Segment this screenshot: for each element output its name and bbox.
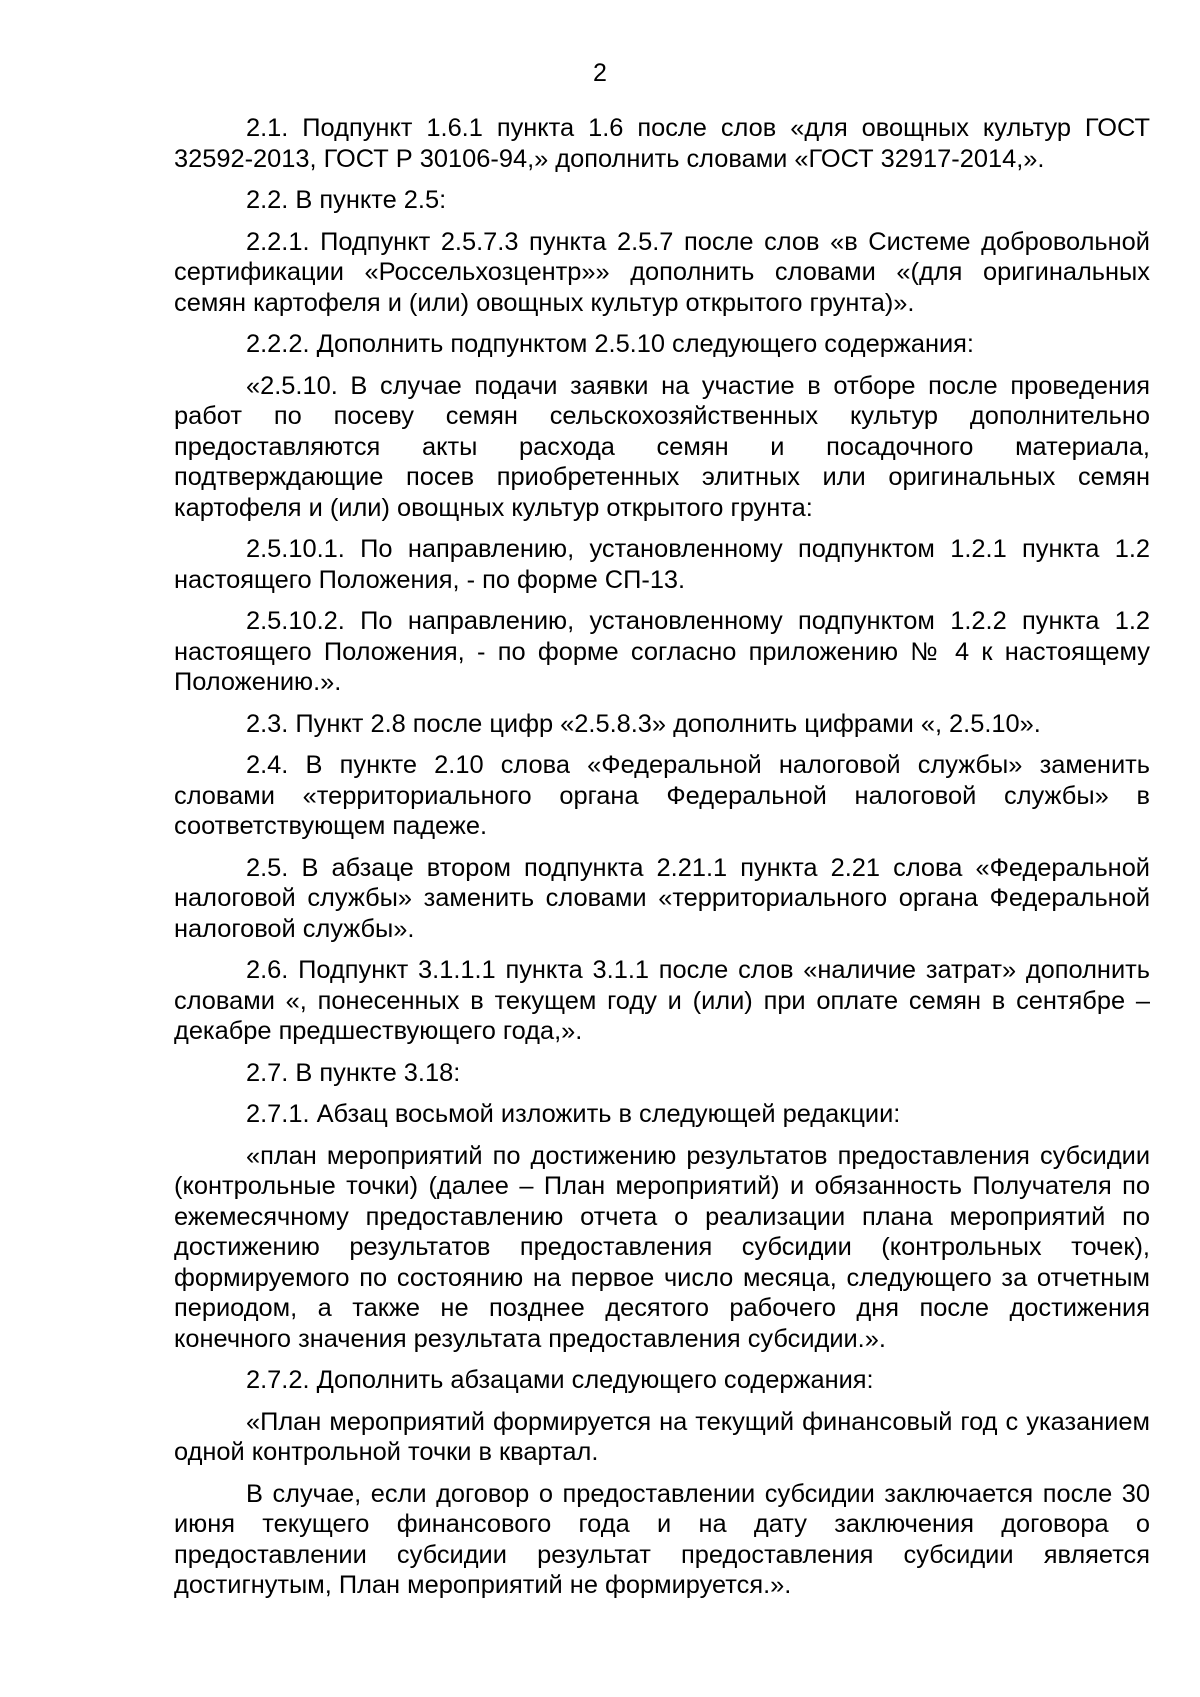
paragraph-2-7-1: 2.7.1. Абзац восьмой изложить в следующей редакции: (246, 1100, 901, 1128)
paragraph-2-5-10-2: 2.5.10.2. По направлению, установленному подпунктом 1.2.2 пункта 1.2 настоящего Положения, - по форме согласно приложению № 4 к настоящему Положению.». (174, 607, 1150, 696)
paragraph-plan-not-formed: В случае, если договор о предоставлении субсидии заключается после 30 июня текущего финансового года и на дату заключения договора о предоставлении субсидии результат предоставления субсидии является достигнутым, План мероприятий не формируется.». (174, 1479, 1150, 1599)
paragraph-2-3: 2.3. Пункт 2.8 после цифр «2.5.8.3» дополнить цифрами «, 2.5.10». (246, 709, 1041, 738)
paragraph-2-2-1: 2.2.1. Подпункт 2.5.7.3 пункта 2.5.7 после слов «в Системе добровольной сертификации «Россельхозцентр»» дополнить словами «(для оригинальных семян картофеля и (или) овощных культур открытого грунта)». (174, 227, 1150, 317)
paragraph-2-1: 2.1. Подпункт 1.6.1 пункта 1.6 после слов «для овощных культур ГОСТ 32592-2013, ГОСТ Р 30106-94,» дополнить словами «ГОСТ 32917-2014,». (174, 114, 1150, 173)
paragraph-2-7-2: 2.7.2. Дополнить абзацами следующего содержания: (246, 1366, 874, 1394)
paragraph-2-2-2: 2.2.2. Дополнить подпунктом 2.5.10 следующего содержания: (246, 330, 974, 358)
document-body (174, 113, 1150, 1612)
paragraph-2-2: 2.2. В пункте 2.5: (246, 186, 447, 214)
paragraph-2-7: 2.7. В пункте 3.18: (246, 1058, 461, 1087)
paragraph-2-6: 2.6. Подпункт 3.1.1.1 пункта 3.1.1 после слов «наличие затрат» дополнить словами «, понесенных в текущем году и (или) при оплате семян в сентябре – декабре предшествующего года,». (174, 956, 1150, 1045)
paragraph-2-5-10-1: 2.5.10.1. По направлению, установленному подпунктом 1.2.1 пункта 1.2 настоящего Положения, - по форме СП-13. (174, 535, 1150, 594)
paragraph-plan-definition: «план мероприятий по достижению результатов предоставления субсидии (контрольные точки) (далее – План мероприятий) и обязанность Получателя по ежемесячному предоставлению отчета о реализации плана мероприятий по достижению результатов предоставления субсидии (контрольных точек), формируемого по состоянию на первое число месяца, следующего за отчетным периодом, а также не позднее десятого рабочего дня после достижения конечного значения результата предоставления субсидии.». (174, 1141, 1150, 1353)
paragraph-2-5: 2.5. В абзаце втором подпункта 2.21.1 пункта 2.21 слова «Федеральной налоговой службы» заменить словами «территориального органа Федеральной налоговой службы». (174, 853, 1150, 943)
paragraph-plan-formed: «План мероприятий формируется на текущий финансовый год с указанием одной контрольной точки в квартал. (174, 1407, 1150, 1466)
page-number: 2 (593, 59, 607, 87)
paragraph-2-4: 2.4. В пункте 2.10 слова «Федеральной налоговой службы» заменить словами «территориального органа Федеральной налоговой службы» в соответствующем падеже. (174, 751, 1150, 840)
paragraph-2-5-10: «2.5.10. В случае подачи заявки на участие в отборе после проведения работ по посеву семян сельскохозяйственных культур дополнительно предоставляются акты расхода семян и посадочного материала, подтверждающие посев приобретенных элитных или оригинальных семян картофеля и (или) овощных культур открытого грунта: (174, 371, 1150, 522)
